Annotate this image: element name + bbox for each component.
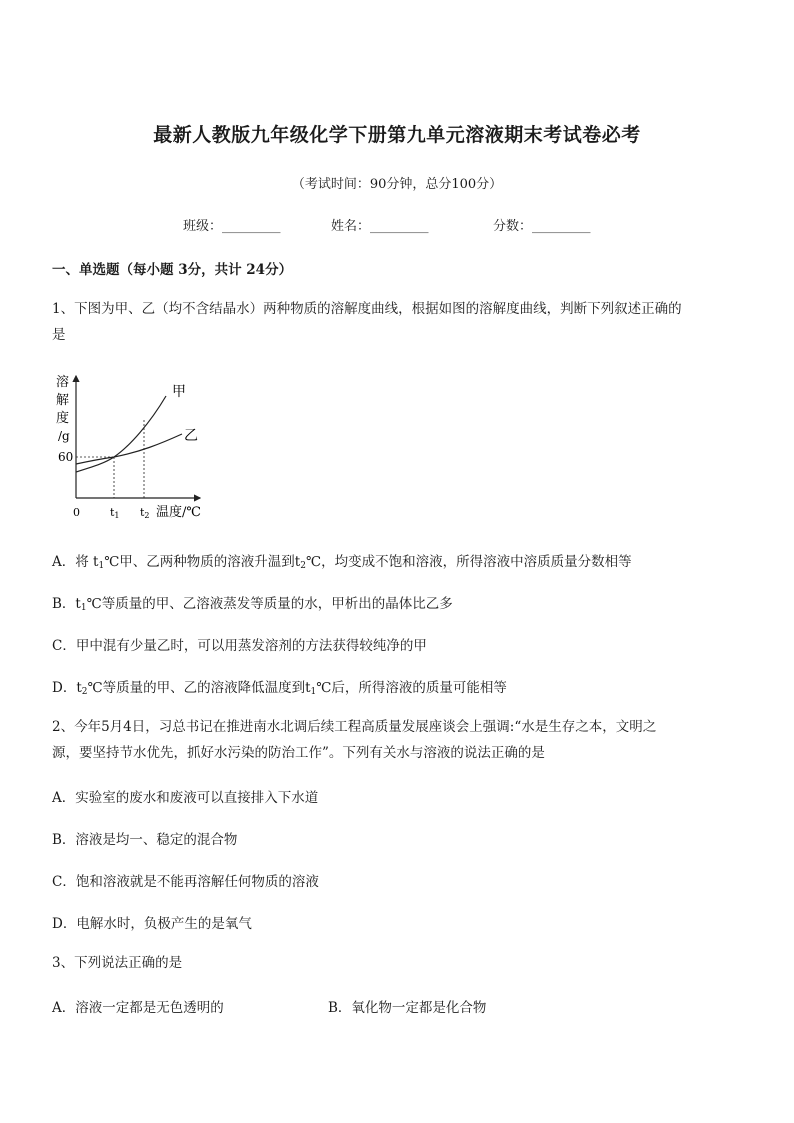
y-label-char-1: 溶 bbox=[56, 375, 70, 390]
exam-subtitle: （考试时间：90分钟，总分100分） bbox=[291, 177, 503, 192]
question-2-line-2: 源，要坚持节水优先，抓好水污染的防治工作”。下列有关水与溶液的说法正确的是 bbox=[52, 745, 545, 761]
x-tick-0: 0 bbox=[73, 506, 80, 519]
x-tick-t2: t2 bbox=[140, 506, 150, 520]
series-jia-label: 甲 bbox=[172, 384, 186, 400]
y-label-char-3: 度 bbox=[56, 411, 70, 426]
section-title: 一、单选题（每小题 3分，共计 24分） bbox=[52, 262, 293, 278]
q1-option-d[interactable]: D．$t_2℃$等质量的甲、乙的溶液降低温度到$t_1℃$后，所得溶液的质量可能相等 bbox=[52, 680, 507, 697]
q1-option-b[interactable]: B．$t_1℃$等质量的甲、乙溶液蒸发等质量的水，甲析出的晶体比乙多 bbox=[52, 596, 453, 613]
q3-option-b[interactable]: B．氧化物一定都是化合物 bbox=[328, 1000, 487, 1016]
question-1-line-1: 1、下图为甲、乙（均不含结晶水）两种物质的溶解度曲线，根据如图的溶解度曲线，判断下列叙述正确的 bbox=[52, 301, 682, 317]
x-tick-t1: t1 bbox=[110, 506, 120, 520]
exam-title: 最新人教版九年级化学下册第九单元溶液期末考试卷必考 bbox=[153, 124, 641, 146]
series-yi-curve bbox=[76, 434, 182, 464]
question-3-line-1: 3、下列说法正确的是 bbox=[52, 955, 183, 971]
q1-option-a[interactable]: A．将 $t_1℃$甲、乙两种物质的溶液升温到$t_2℃$，均变成不饱和溶液，所得溶液中溶质质量分数相等 bbox=[52, 554, 632, 571]
y-tick-60: 60 bbox=[58, 450, 74, 464]
q3-option-a[interactable]: A．溶液一定都是无色透明的 bbox=[52, 1000, 224, 1016]
x-axis-label: 温度/℃ bbox=[156, 505, 201, 520]
q2-option-a[interactable]: A．实验室的废水和废液可以直接排入下水道 bbox=[52, 790, 319, 806]
series-yi-label: 乙 bbox=[184, 428, 198, 444]
solubility-chart bbox=[50, 368, 220, 528]
q1-option-c[interactable]: C．甲中混有少量乙时，可以用蒸发溶剂的方法获得较纯净的甲 bbox=[52, 638, 427, 654]
series-jia-curve bbox=[76, 396, 166, 472]
class-field: 班级：_________ bbox=[183, 219, 281, 234]
question-2-line-1: 2、今年5月4日，习总书记在推进南水北调后续工程高质量发展座谈会上强调:“水是生存之本，文明之 bbox=[52, 719, 657, 735]
q2-option-d[interactable]: D．电解水时，负极产生的是氧气 bbox=[52, 916, 252, 932]
score-field: 分数：_________ bbox=[493, 219, 591, 234]
y-unit: /g bbox=[58, 429, 70, 443]
question-1-line-2: 是 bbox=[52, 327, 66, 343]
q2-option-c[interactable]: C．饱和溶液就是不能再溶解任何物质的溶液 bbox=[52, 874, 319, 890]
name-field: 姓名：_________ bbox=[331, 219, 429, 234]
q2-option-b[interactable]: B．溶液是均一、稳定的混合物 bbox=[52, 832, 238, 848]
y-label-char-2: 解 bbox=[56, 393, 70, 408]
